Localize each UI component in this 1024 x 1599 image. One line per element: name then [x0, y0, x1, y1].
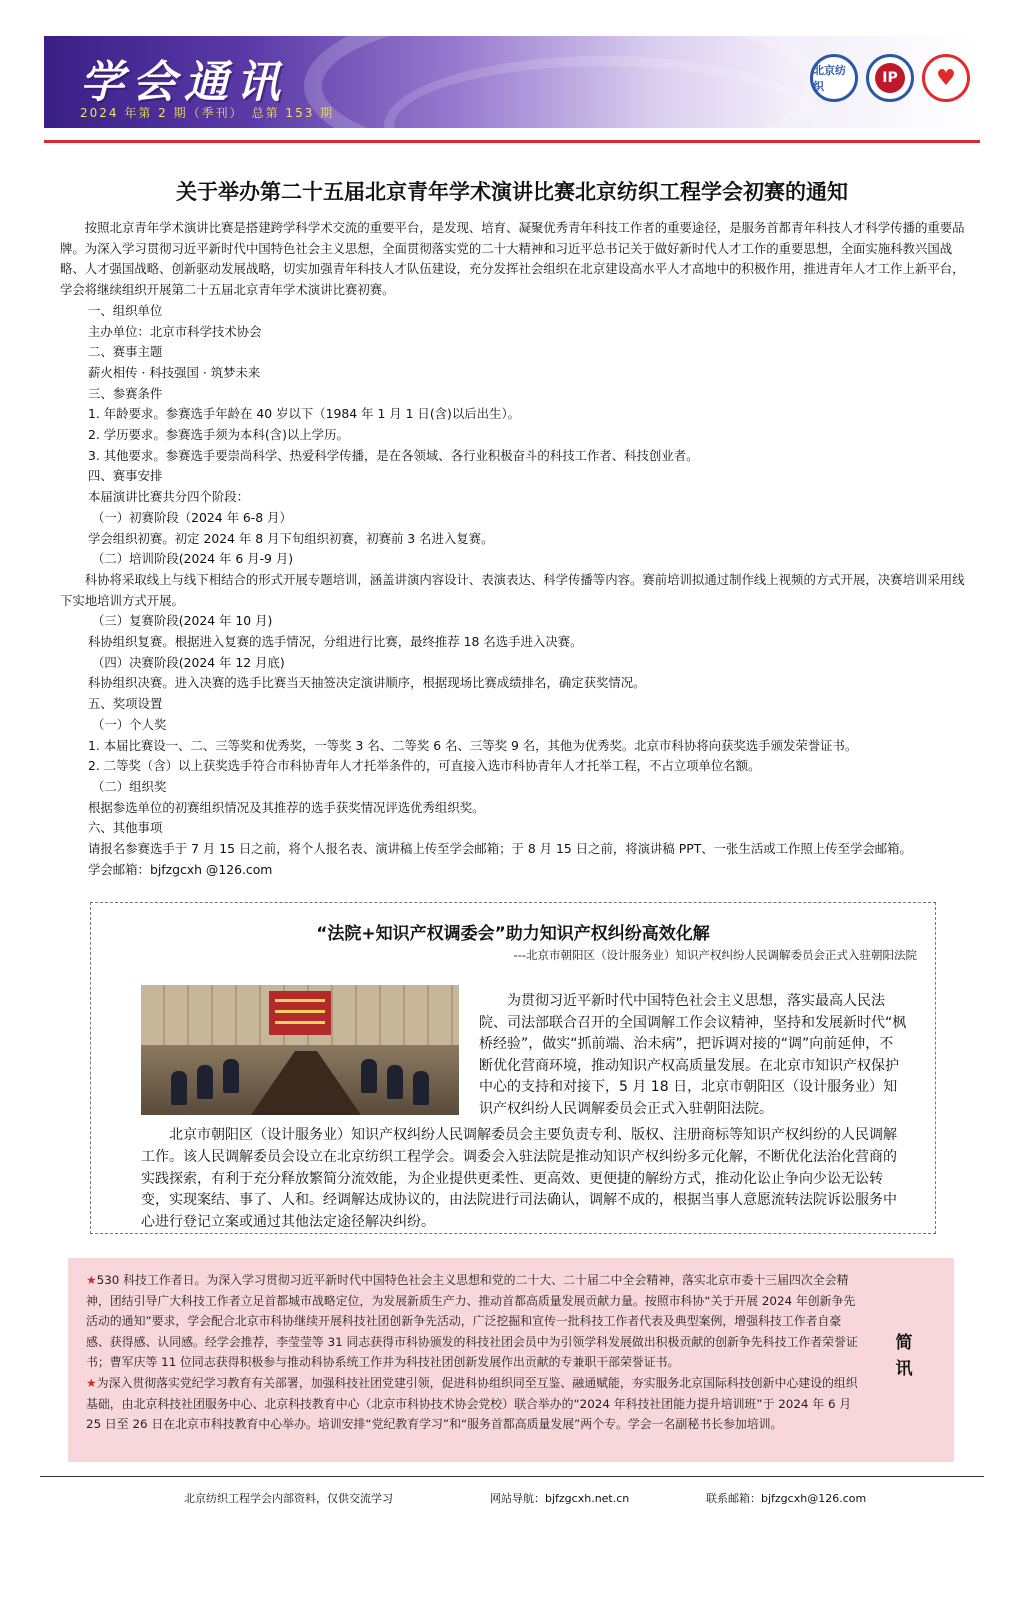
section-text: 根据参选单位的初赛组织情况及其推荐的选手获奖情况评选优秀组织奖。: [88, 799, 485, 815]
subsection-heading: （一）个人奖: [92, 716, 167, 732]
news-box-lead-text: 为贯彻习近平新时代中国特色社会主义思想，落实最高人民法院、司法部联合召开的全国调解工作会议精神，坚持和发展新时代“枫桥经验”，做实“抓前端、治未病”，把诉调对接的“调”向前延伸，不断优化营商环境，推动知识产权高质量发展。在北京市知识产权保护中心的支持和对接下，5 月 18 日，北京市朝阳区（设计服务业）知识产权纠纷人民调解委员会正式入驻朝阳法院。: [479, 993, 907, 1117]
society-seal-icon: [810, 54, 858, 102]
photo-screen: [269, 991, 331, 1035]
ip-logo-label: IP: [875, 63, 905, 93]
footer-note: 北京纺织工程学会内部资料，仅供交流学习: [184, 1492, 393, 1505]
news-box-title: “法院+知识产权调委会”助力知识产权纠纷高效化解: [316, 924, 710, 944]
brief-news-item-text: 530 科技工作者日。为深入学习贯彻习近平新时代中国特色社会主义思想和党的二十大、二十届二中全会精神，落实北京市委十三届四次全会精神，团结引导广大科技工作者立足首都城市战略定位，为发展新质生产力、推动首都高质量发展贡献力量。按照市科协“关于开展 2024 年创新争先活动的通知”要求，学会配合北京市科协继续开展科技社团创新争先活动，广泛挖掘和宣传一批科技工作者代表及典型案例，增强科技工作者自豪感、获得感、认同感。经学会推荐，李莹莹等 31 同志获得市科协颁发的科技社团会员中为引领学科发展做出积极贡献的创新争先科技工作者荣誉证书；曹军庆等 11 位同志获得积极参与推动科协系统工作并为科技社团创新发展作出贡献的专兼职干部荣誉证书。: [86, 1273, 858, 1370]
photo-person: [197, 1065, 213, 1099]
brief-news-item: [86, 1373, 858, 1435]
news-box-subtitle: ---北京市朝阳区（设计服务业）知识产权纠纷人民调解委员会正式入驻朝阳法院: [513, 948, 917, 962]
ip-logo-icon: [866, 54, 914, 102]
photo-person: [361, 1059, 377, 1093]
photo-person: [413, 1071, 429, 1105]
subsection-heading: （二）组织奖: [92, 778, 167, 794]
section-text: 科协将采取线上与线下相结合的形式开展专题培训，涵盖讲演内容设计、表演表达、科学传播等内容。赛前培训拟通过制作线上视频的方式开展，决赛培训采用线下实地培训方式开展。: [60, 571, 965, 608]
photo-person: [387, 1065, 403, 1099]
news-box: [90, 902, 936, 1234]
section-text: 请报名参赛选手于 7 月 15 日之前，将个人报名表、演讲稿上传至学会邮箱；于 8 月 15 日之前，将演讲稿 PPT、一张生活或工作照上传至学会邮箱。: [88, 841, 912, 857]
news-box-lead: [479, 991, 907, 1120]
photo-person: [171, 1071, 187, 1105]
article-title: 关于举办第二十五届北京青年学术演讲比赛北京纺织工程学会初赛的通知: [176, 179, 848, 204]
brief-news-item-text: 为深入贯彻落实党纪学习教育有关部署，加强科技社团党建引领，促进科协组织同至互鉴、融通赋能，夯实服务北京国际科技创新中心建设的组织基础，由北京科技社团服务中心、北京科技教育中心（北京市科协技术协会党校）联合举办的“2024 年科技社团能力提升培训班”于 2024 年 6 月 25 日至 26 日在北京市科技教育中心举办。培训安排“党纪教育学习”和“服务首都高质量发展”两个专。学会一名副秘书长参加培训。: [86, 1375, 858, 1432]
section-heading: 四、赛事安排: [88, 468, 163, 484]
news-box-body: [141, 1125, 909, 1234]
star-icon: ★: [86, 1273, 97, 1287]
section-text: 薪火相传 · 科技强国 · 筑梦未来: [88, 364, 261, 380]
section-heading: 一、组织单位: [88, 302, 163, 318]
photo-table: [251, 1051, 361, 1115]
subsection-heading: （三）复赛阶段(2024 年 10 月): [92, 613, 273, 629]
section-text: 1. 本届比赛设一、二、三等奖和优秀奖，一等奖 3 名、二等奖 6 名、三等奖 9 名，其他为优秀奖。北京市科协将向获奖选手颁发荣誉证书。: [88, 737, 858, 753]
brief-news-panel: [68, 1258, 954, 1462]
section-text: 3. 其他要求。参赛选手要崇尚科学、热爱科学传播，是在各领域、各行业积极奋斗的科技工作者、科技创业者。: [88, 447, 699, 463]
email-line: 学会邮箱：bjfzgcxh @126.com: [88, 861, 273, 877]
subsection-heading: （四）决赛阶段(2024 年 12 月底): [92, 654, 285, 670]
article-intro: 按照北京青年学术演讲比赛是搭建跨学科学术交流的重要平台，是发现、培育、凝聚优秀青年科技工作者的重要途径，是服务首都青年科技人才科学传播的重要品牌。为深入学习贯彻习近平新时代中国特色社会主义思想，全面贯彻落实党的二十大精神和习近平总书记关于做好新时代人才工作的重要思想，全面实施科教兴国战略、人才强国战略、创新驱动发展战略，切实加强青年科技人才队伍建设，充分发挥社会组织在北京建设高水平人才高地中的积极作用，推进青年人才工作上新平台，学会将继续组织开展第二十五届北京青年学术演讲比赛初赛。: [60, 220, 965, 298]
header-banner: [44, 36, 980, 128]
section-text: 2. 学历要求。参赛选手须为本科(含)以上学历。: [88, 427, 349, 443]
logo-group: [810, 54, 970, 102]
brief-news-item: [86, 1270, 858, 1373]
section-heading: 五、奖项设置: [88, 696, 163, 712]
photo-person: [223, 1059, 239, 1093]
article-body: [60, 218, 966, 881]
subsection-heading: （二）培训阶段(2024 年 6 月-9 月): [92, 551, 294, 567]
section-text: 学会组织初赛。初定 2024 年 8 月下旬组织初赛，初赛前 3 名进入复赛。: [88, 530, 494, 546]
section-text: 主办单位：北京市科学技术协会: [88, 323, 262, 339]
footer-divider: [40, 1476, 984, 1477]
section-text: 科协组织决赛。进入决赛的选手比赛当天抽签决定演讲顺序，根据现场比赛成绩排名，确定获奖情况。: [88, 675, 646, 691]
news-box-body-text: 北京市朝阳区（设计服务业）知识产权纠纷人民调解委员会主要负责专利、版权、注册商标等知识产权纠纷的人民调解工作。该人民调解委员会设立在北京纺织工程学会。调委会入驻法院是推动知识产权纠纷多元化解，不断优化法治化营商的实践探索，有利于充分释放繁简分流效能，为企业提供更柔性、更高效、更便捷的解纷方式，推动化讼止争向少讼无讼转变，实现案结、事了、人和。经调解达成协议的，由法院进行司法确认，调解不成的，根据当事人意愿流转法院诉讼服务中心进行登记立案或通过其他法定途径解决纠纷。: [141, 1127, 897, 1231]
section-heading: 三、参赛条件: [88, 385, 163, 401]
section-text: 1. 年龄要求。参赛选手年龄在 40 岁以下（1984 年 1 月 1 日(含)以后出生）。: [88, 406, 521, 422]
issue-number: 2024 年第 2 期（季刊） 总第 153 期: [80, 106, 335, 120]
subsection-heading: （一）初赛阶段（2024 年 6-8 月）: [92, 509, 292, 525]
footer-email-link[interactable]: 联系邮箱：bjfzgcxh@126.com: [706, 1492, 867, 1505]
brief-news-label: 简讯: [895, 1333, 913, 1379]
header-divider: [44, 140, 980, 143]
section-text: 科协组织复赛。根据进入复赛的选手情况，分组进行比赛，最终推荐 18 名选手进入决赛。: [88, 634, 583, 650]
section-heading: 六、其他事项: [88, 820, 163, 836]
brief-news-text: [86, 1270, 858, 1435]
section-heading: 二、赛事主题: [88, 344, 163, 360]
heart-emblem-icon: [922, 54, 970, 102]
footer-website-link[interactable]: 网站导航：bjfzgcxh.net.cn: [490, 1492, 630, 1505]
star-icon: ★: [86, 1375, 97, 1390]
masthead-title: 学会通讯: [80, 57, 288, 108]
heart-emblem-label: ♥: [936, 65, 956, 91]
section-text: 本届演讲比赛共分四个阶段：: [88, 489, 250, 505]
meeting-photo: [141, 985, 459, 1115]
section-text: 2. 二等奖（含）以上获奖选手符合市科协青年人才托举条件的，可直接入选市科协青年人才托举工程，不占立项单位名额。: [88, 758, 761, 774]
society-seal-label: 北京纺织: [813, 64, 846, 93]
